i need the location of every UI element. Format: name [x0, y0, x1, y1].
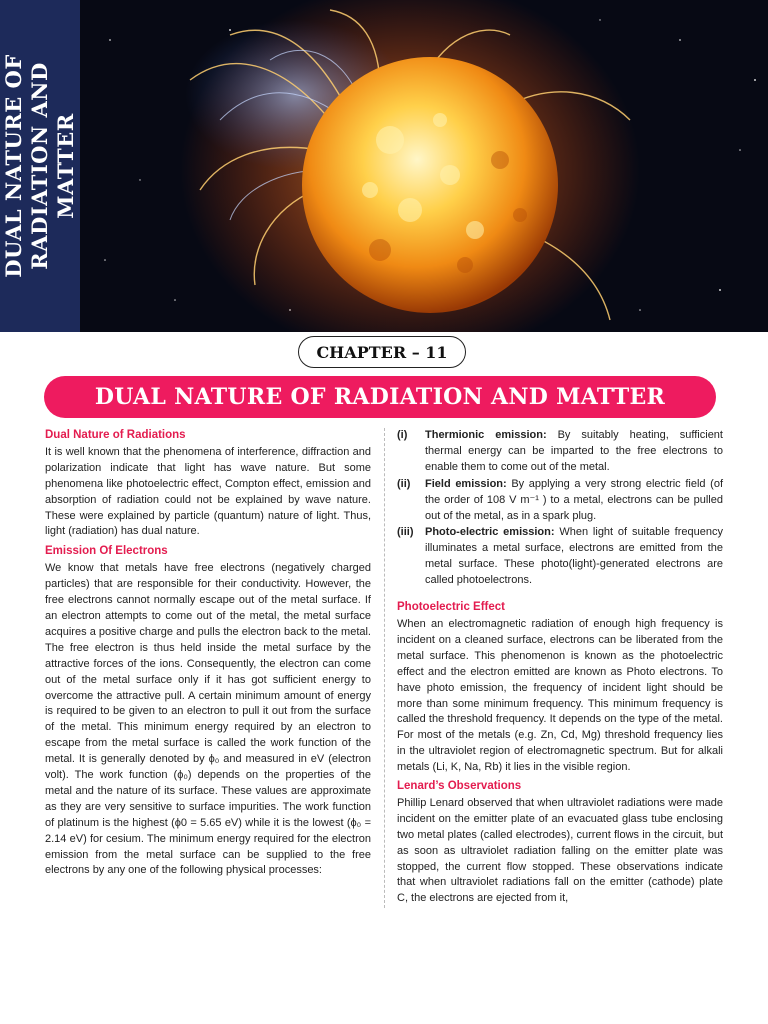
list-item-thermionic: [397, 428, 723, 476]
sidebar-title: DUAL NATURE OF RADIATION AND MATTER: [1, 54, 78, 278]
list-item-term: Field emission:: [425, 477, 507, 490]
list-item-number: (iii): [397, 526, 414, 539]
sidebar-title-band: [0, 0, 80, 332]
list-item-body: By suitably heating, sufficient thermal energy can be imparted to the free electrons to enable them to come out of the metal.: [425, 429, 723, 473]
list-item-text: [425, 477, 723, 525]
list-item-body: When light of suitable frequency illuminates a metal surface, electrons are emitted from the metal surface. These photo(light)-generated electrons are called photoelectrons.: [425, 526, 723, 587]
chapter-label: CHAPTER – 11: [298, 336, 466, 368]
list-item-field: [397, 477, 723, 525]
spacer: [397, 590, 723, 600]
column-divider: [384, 428, 385, 908]
list-item-text: [425, 525, 723, 589]
paragraph-photoelectric: When an electromagnetic radiation of enough high frequency is incident on a cleaned surface, electrons can be liberated from the metal surface. This phenomenon is known as the photoelectric effect and the electron emitted are known as Photo electrons. To have photo emission, the frequency of incident light should be more than some minimum frequency. This minimum frequency is called the threshold frequency. It depends on the type of the metal. For most of the metals (e.g. Zn, Cd, Mg) threshold frequency lies in the ultraviolet region of electromagnetic spectrum. But for alkali metals (Li, K, Na, Rb) it lies in the visible region.: [397, 617, 723, 774]
solar-flare-illustration: [80, 0, 768, 332]
list-item-number: (ii): [397, 477, 411, 490]
paragraph-lenard: Phillip Lenard observed that when ultraviolet radiations were made incident on the emitter plate of an evacuated glass tube enclosing two metal plates (called electrodes), current flows in the circuit, but as soon as ultraviolet radiation falling on the emitter plate was stopped, the current flow stopped. These observations indicate that when ultraviolet radiations fall on the emitter (cathode) plate C, the electrons are ejected from it,: [397, 796, 723, 905]
section-heading-emission: Emission Of Electrons: [45, 545, 168, 558]
list-item-term: Photo-electric emission:: [425, 526, 555, 539]
right-column: [397, 428, 723, 910]
section-heading-photoelectric: Photoelectric Effect: [397, 601, 505, 614]
section-heading-dual-nature: Dual Nature of Radiations: [45, 429, 186, 441]
hero-image: [80, 0, 768, 332]
chapter-title-banner: DUAL NATURE OF RADIATION AND MATTER: [44, 376, 716, 418]
list-item-body: By applying a very strong electric field (of the order of 108 V m⁻¹ ) to a metal, electrons can be pulled out of the metal, as in a spark plug.: [425, 477, 723, 522]
paragraph-dual-nature: It is well known that the phenomena of interference, diffraction and polarization indicate that light has wave nature. But some phenomena like photoelectric effect, Compton effect, emission and absorption of radiation could not be explained by wave nature. These were explained by particle (quantum) nature of light. Thus, light (radiation) has dual nature.: [45, 445, 371, 538]
list-item-text: [425, 428, 723, 476]
list-item-term: Thermionic emission:: [425, 429, 547, 441]
list-item-photoelectric: [397, 525, 723, 589]
paragraph-emission: We know that metals have free electrons (negatively charged particles) that are responsible for their conductivity. However, the free electrons cannot normally escape out of the metal surface. If an electron attempts to come out of the metal, the metal surface acquires a positive charge and pulls the electron back to the metal. The free electron is thus held inside the metal surface by the attractive forces of the ions. Consequently, the electron can come out of the metal surface only if it has got sufficient energy to overcome the attractive pull. A certain minimum amount of energy is required to be given to an electron to pull it out from the surface of the metal. This minimum energy required by an electron to escape from the metal surface is called the work function of the metal. It is generally denoted by ϕ₀ and measured in eV (electron volt). The work function (ϕ₀) depends on the properties of the metal and the nature of its surface. These values are approximate as they are very sensitive to surface impurities. The work function of platinum is the highest (ϕ0 = 5.65 eV) while it is the lowest (ϕ₀ = 2.14 eV) for cesium. The minimum energy required for the electron emission from the metal surface can be supplied to the free electrons by any one of the following physical processes:: [45, 562, 371, 877]
list-item-number: (i): [397, 429, 408, 441]
left-column: [45, 428, 371, 882]
section-heading-lenard: Lenard’s Observations: [397, 780, 522, 793]
